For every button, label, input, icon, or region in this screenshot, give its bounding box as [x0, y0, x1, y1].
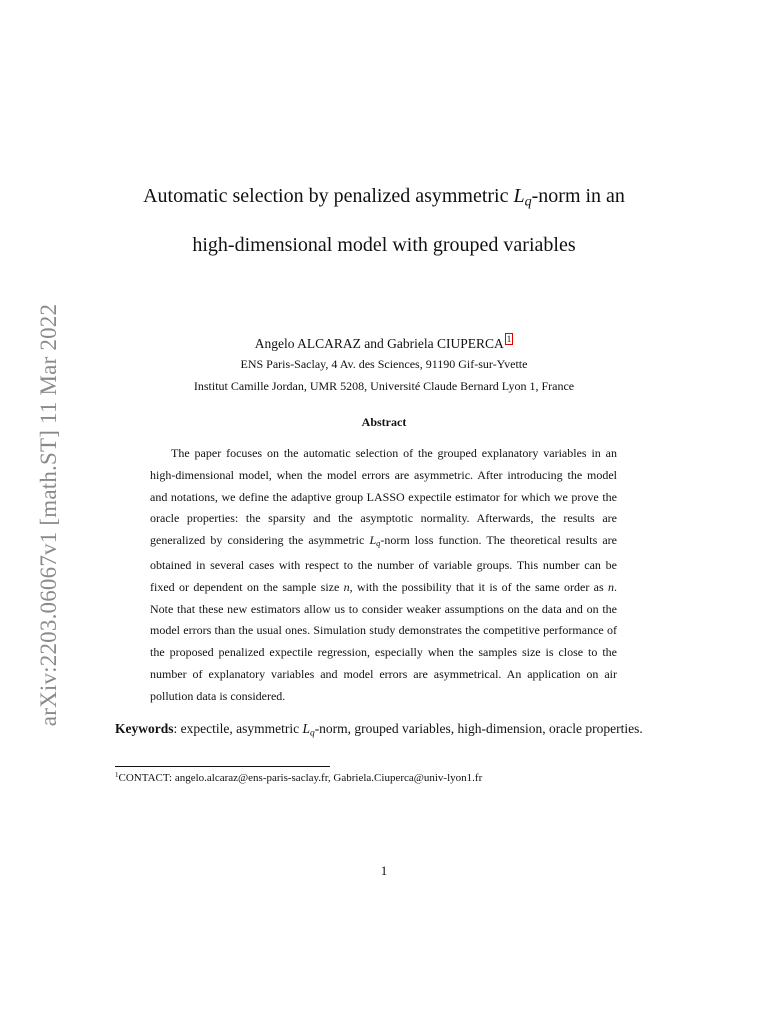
- keywords-text-after-norm: -norm, grouped variables, high-dimension, oracle properties.: [314, 721, 643, 736]
- arxiv-identifier-stamp: arXiv:2203.06067v1 [math.ST] 11 Mar 2022: [36, 303, 61, 727]
- abstract-text-part-3: , with the possibility that it is of the same order as: [349, 579, 608, 594]
- title-text-after-norm: -norm in an: [531, 185, 625, 207]
- page-number: 1: [380, 863, 388, 878]
- keywords-label: Keywords: [115, 721, 174, 736]
- keywords-norm-letter: L: [302, 721, 310, 736]
- keywords-norm-subscript: q: [309, 728, 315, 739]
- keywords-paragraph: [115, 716, 653, 746]
- contact-footnote: [115, 768, 482, 785]
- title-norm-subscript: q: [524, 194, 532, 210]
- author-line: [0, 333, 768, 352]
- author-names: Angelo ALCARAZ and Gabriela CIUPERCA: [254, 336, 504, 351]
- abstract-norm-subscript: q: [376, 539, 381, 549]
- footnote-contact-text: CONTACT: angelo.alcaraz@ens-paris-saclay.fr, Gabriela.Ciuperca@univ-lyon1.fr: [118, 772, 483, 784]
- abstract-text-part-2: -norm loss function. The theoretical results are obtained in several cases with respect to the number of variable groups. This number can be fixed or dependent on the sample size: [150, 533, 618, 594]
- title-text-before-norm: Automatic selection by penalized asymmetric: [143, 185, 514, 207]
- abstract-variable-n-second: n: [608, 579, 614, 594]
- abstract-norm-letter: L: [369, 533, 377, 548]
- footnote-marker: 1: [115, 771, 119, 779]
- affiliation-icj: Institut Camille Jordan, UMR 5208, Université Claude Bernard Lyon 1, France: [193, 379, 575, 393]
- title-line-1: [0, 175, 768, 224]
- abstract-text-part-1: The paper focuses on the automatic selection of the grouped explanatory variables in an high-dimensional model, when the model errors are asymmetric. After introducing the model and notations, we define the adaptive group LASSO expectile estimator for which we prove the oracle properties: the sparsity and the asymptotic normality. Afterwards, the results are generalized by considering the asymmetric: [150, 446, 617, 548]
- abstract-variable-n: n: [343, 579, 350, 594]
- abstract-body: [150, 443, 617, 708]
- title-line-2: high-dimensional model with grouped variables: [192, 233, 576, 256]
- abstract-paragraph: [150, 443, 617, 708]
- affiliation-ens: ENS Paris-Saclay, 4 Av. des Sciences, 91190 Gif-sur-Yvette: [240, 357, 528, 371]
- abstract-heading: Abstract: [361, 415, 407, 429]
- keywords-text-before-norm: : expectile, asymmetric: [173, 721, 303, 736]
- abstract-text-part-4: . Note that these new estimators allow us to consider weaker assumptions on the data and on the model errors than the usual ones. Simulation study demonstrates the competitive performance of the proposed penalized expectile regression, especially when the samples size is close to the number of explanatory variables and model errors are asymmetrical. An application on air pollution data is considered.: [150, 579, 617, 703]
- footnote-separator: [115, 766, 330, 767]
- paper-title: [0, 175, 768, 266]
- title-norm-letter: L: [513, 185, 525, 207]
- author-footnote-link[interactable]: 1: [506, 334, 512, 344]
